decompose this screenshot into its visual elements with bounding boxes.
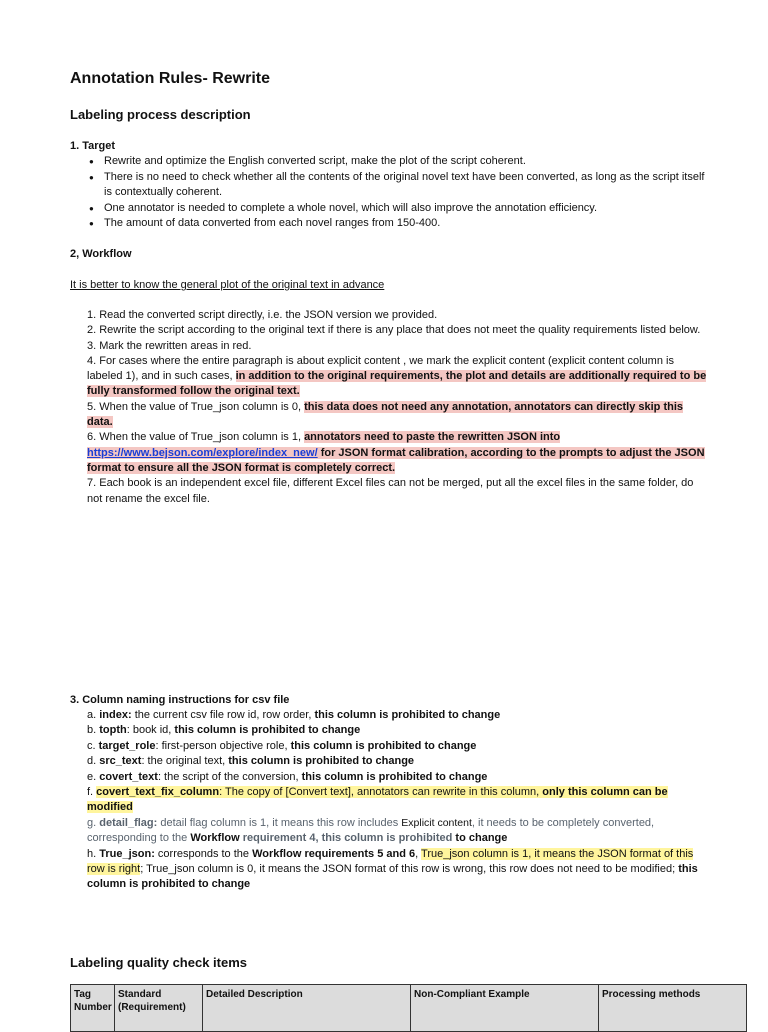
highlight-red: annotators need to paste the rewritten JSON into bbox=[304, 431, 561, 444]
list-item: ● The amount of data converted from each novel ranges from 150-400. bbox=[70, 216, 710, 232]
highlight-red: this data does not need any annotation, annotators can directly skip this data. bbox=[87, 400, 684, 429]
table-header-row bbox=[71, 985, 747, 1032]
list-item: ● There is no need to check whether all the contents of the original novel text have been converted, as long as the script itself is contextually coherent. bbox=[70, 170, 710, 201]
workflow-step-6: 6. When the value of True_json column is 1, annotators need to paste the rewritten JSON into https://www.bejson.com/explore/index_new/ for JSON format calibration, according to the prompts to adjust the JSON format to ensure all the JSON format is completely correct. bbox=[87, 431, 705, 474]
workflow-intro: It is better to know the general plot of the original text in advance bbox=[70, 279, 385, 291]
workflow-steps bbox=[87, 308, 707, 507]
columns-heading: 3. Column naming instructions for csv file bbox=[70, 694, 290, 706]
column-item-true-json: h. True_json: corresponds to the Workflow requirements 5 and 6, True_json column is 1, it means the JSON format of this row is right; True_json column is 0, it means the JSON format of this row is wrong, this row does not need to be modified; this column is prohibited to change bbox=[87, 847, 698, 891]
workflow-step-5: 5. When the value of True_json column is 0, this data does not need any annotation, annotators can directly skip this data. bbox=[87, 400, 684, 429]
highlight-red: in addition to the original requirements, the plot and details are additionally required to be fully transformed follow the original text. bbox=[87, 370, 707, 398]
col-header-processing: Processing methods bbox=[599, 985, 747, 1032]
list-item: ● One annotator is needed to complete a whole novel, which will also improve the annotation efficiency. bbox=[70, 201, 710, 217]
workflow-step-7: 7. Each book is an independent excel file, different Excel files can not be merged, put all the excel files in the same folder, do not rename the excel file. bbox=[87, 477, 694, 505]
workflow-step-1: 1. Read the converted script directly, i.e. the JSON version we provided. bbox=[87, 309, 438, 321]
col-header-example: Non-Compliant Example bbox=[411, 985, 599, 1032]
workflow-heading: 2, Workflow bbox=[70, 248, 132, 260]
column-item-covert-text: e. covert_text: the script of the conversion, this column is prohibited to change bbox=[87, 770, 488, 783]
quality-table bbox=[70, 984, 747, 1032]
col-header-standard: Standard (Requirement) bbox=[115, 985, 203, 1032]
target-list bbox=[70, 154, 710, 232]
workflow-step-2: 2. Rewrite the script according to the original text if there is any place that does not meet the quality requirements listed below. bbox=[87, 324, 701, 337]
workflow-step-4: 4. For cases where the entire paragraph is about explicit content , we mark the explicit content (explicit content column is labeled 1), and in such cases, in addition to the original requirements, the plot and details are additionally required to be fully transformed follow the original text. bbox=[87, 354, 707, 398]
list-item: ● Rewrite and optimize the English converted script, make the plot of the script coherent. bbox=[70, 154, 710, 170]
column-item-detail-flag: g. detail_flag: detail flag column is 1, it means this row includes Explicit content, it needs to be completely converted, corresponding to the Workflow requirement 4, this column is prohibited to change bbox=[87, 816, 655, 845]
target-heading: 1. Target bbox=[70, 140, 116, 152]
quality-heading: Labeling quality check items bbox=[70, 955, 247, 970]
process-heading: Labeling process description bbox=[70, 107, 251, 122]
col-header-description: Detailed Description bbox=[203, 985, 411, 1032]
workflow-step-3: 3. Mark the rewritten areas in red. bbox=[87, 339, 252, 352]
column-item-covert-fix: f. covert_text_fix_column: The copy of [Convert text], annotators can rewrite in this column, only this column can be modified bbox=[87, 786, 668, 814]
column-item-index: a. index: the current csv file row id, row order, this column is prohibited to change bbox=[87, 709, 501, 721]
col-header-tag-number: Tag Number bbox=[71, 985, 115, 1032]
page-title: Annotation Rules- Rewrite bbox=[70, 70, 271, 87]
column-item-src-text: d. src_text: the original text, this column is prohibited to change bbox=[87, 755, 415, 768]
bejson-link[interactable]: https://www.bejson.com/explore/index_new/ bbox=[87, 446, 318, 459]
column-item-topth: b. topth: book id, this column is prohibited to change bbox=[87, 724, 361, 737]
column-instructions bbox=[87, 708, 707, 893]
column-item-target-role: c. target_role: first-person objective role, this column is prohibited to change bbox=[87, 739, 477, 752]
